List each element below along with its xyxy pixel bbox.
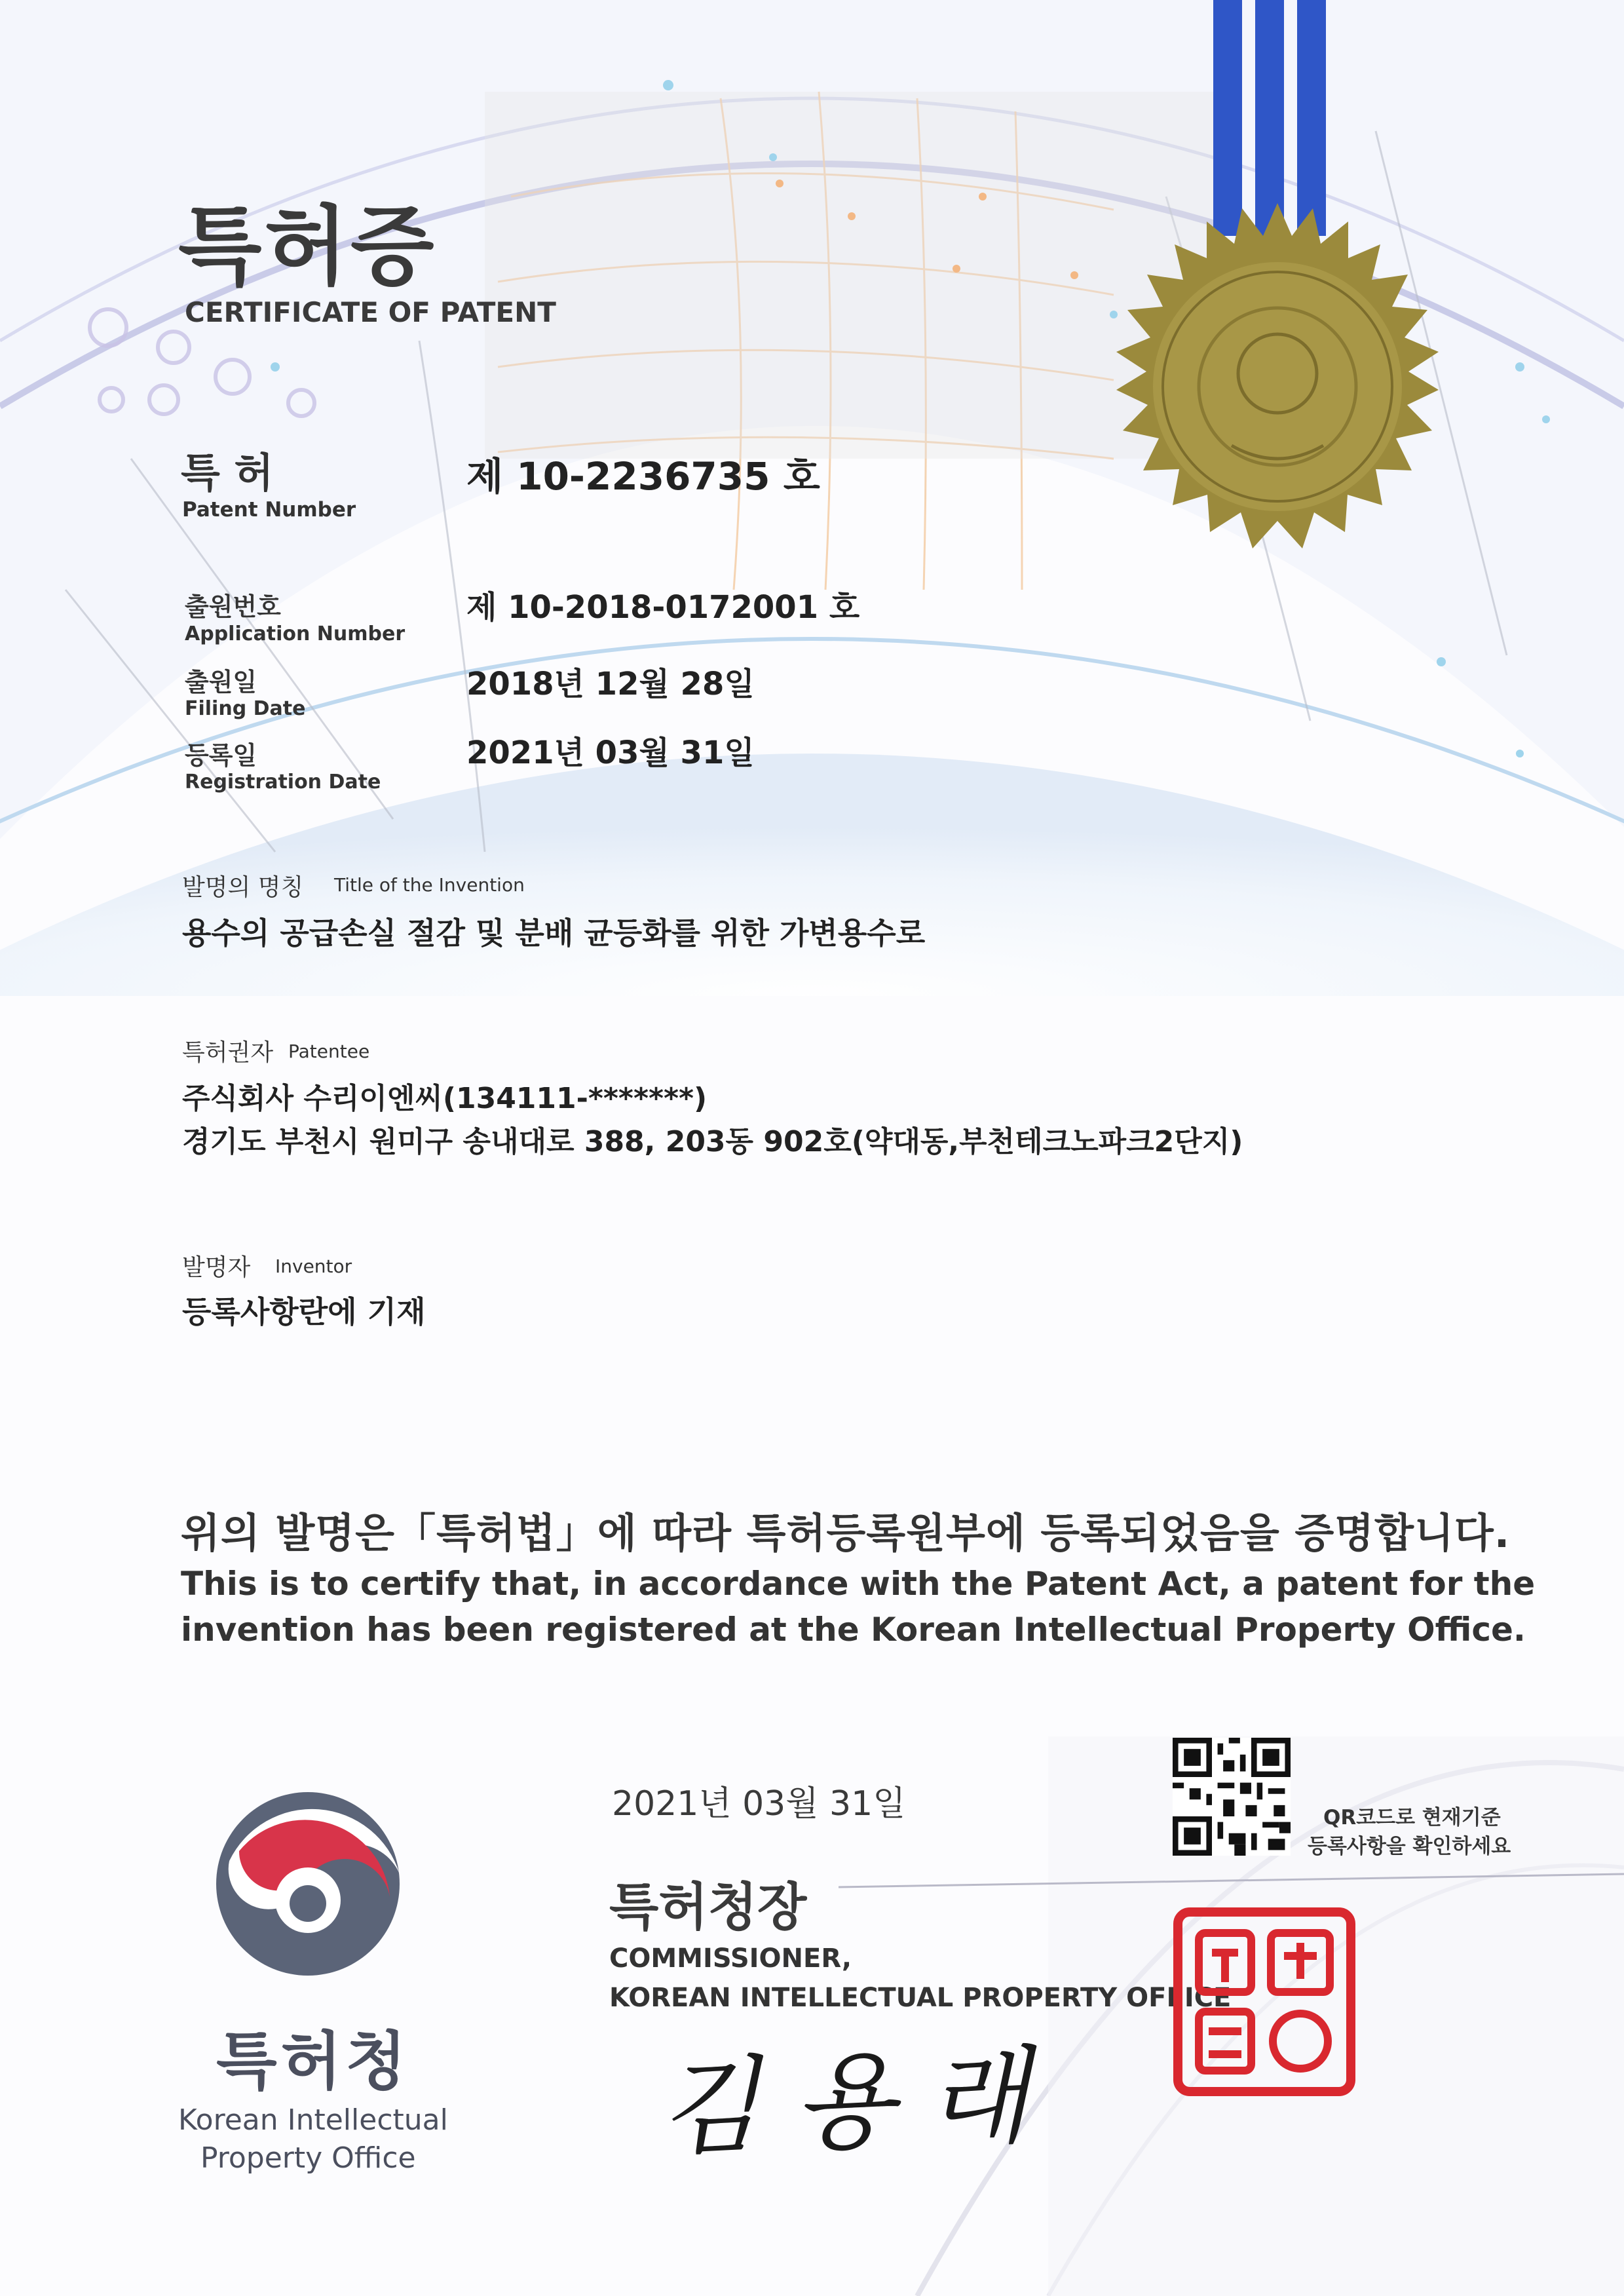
patent-number-value: 제 10-2236735 호 — [466, 454, 820, 499]
qr-caption-line1: QR코드로 현재기준 — [1323, 1806, 1501, 1829]
kipo-logo-icon — [213, 1789, 403, 1979]
certificate-title-en: CERTIFICATE OF PATENT — [185, 296, 556, 328]
certification-statement-kr: 위의 발명은「특허법」에 따라 특허등록원부에 등록되었음을 증명합니다. — [181, 1509, 1511, 1557]
application-number-label-en: Application Number — [185, 622, 406, 645]
inventor-value: 등록사항란에 기재 — [182, 1294, 426, 1330]
patentee-label-en: Patentee — [288, 1041, 370, 1062]
office-name-kr: 특허청 — [216, 2025, 411, 2098]
commissioner-title-kr: 특허청장 — [609, 1878, 807, 1937]
filing-date-label-en: Filing Date — [185, 697, 306, 720]
certification-statement-en-line2: invention has been registered at the Korean Intellectual Property Office. — [181, 1611, 1526, 1649]
patent-number-label-kr: 특 허 — [181, 449, 274, 497]
commissioner-title-en-line1: COMMISSIONER, — [609, 1943, 852, 1974]
patentee-name: 주식회사 수리이엔씨(134111-*******) — [182, 1082, 708, 1115]
invention-title-label-kr: 발명의 명칭 — [182, 874, 304, 901]
gold-seal-icon — [1081, 197, 1474, 590]
issue-date: 2021년 03월 31일 — [612, 1784, 906, 1824]
patentee-address: 경기도 부천시 원미구 송내대로 388, 203동 902호(약대동,부천테크노파크2단지) — [182, 1125, 1243, 1158]
registration-date-label-en: Registration Date — [185, 771, 381, 794]
patentee-label-kr: 특허권자 — [182, 1039, 274, 1066]
invention-title-label-en: Title of the Invention — [334, 874, 525, 896]
office-name-en-line1: Korean Intellectual — [178, 2103, 448, 2137]
commissioner-title-en-line2: KOREAN INTELLECTUAL PROPERTY OFFICE — [609, 1983, 1232, 2013]
inventor-label-en: Inventor — [275, 1255, 352, 1277]
filing-date-value: 2018년 12월 28일 — [466, 666, 755, 702]
certificate-title-kr: 특허증 — [178, 197, 437, 297]
inventor-label-kr: 발명자 — [182, 1254, 251, 1281]
invention-title-value: 용수의 공급손실 절감 및 분배 균등화를 위한 가변용수로 — [182, 915, 926, 951]
patent-number-label-en: Patent Number — [182, 498, 356, 522]
official-stamp-icon — [1173, 1907, 1356, 2097]
commissioner-signature: 김 용 래 — [656, 2035, 1031, 2170]
certification-statement-en-line1: This is to certify that, in accordance with the Patent Act, a patent for the — [181, 1565, 1536, 1603]
office-name-en-line2: Property Office — [200, 2141, 416, 2175]
filing-date-label-kr: 출원일 — [185, 668, 257, 697]
qr-code-icon[interactable] — [1173, 1738, 1291, 1856]
registration-date-value: 2021년 03월 31일 — [466, 735, 755, 771]
registration-date-label-kr: 등록일 — [185, 741, 257, 770]
qr-caption-line2: 등록사항을 확인하세요 — [1308, 1835, 1511, 1858]
application-number-label-kr: 출원번호 — [185, 592, 281, 621]
application-number-value: 제 10-2018-0172001 호 — [466, 589, 860, 626]
